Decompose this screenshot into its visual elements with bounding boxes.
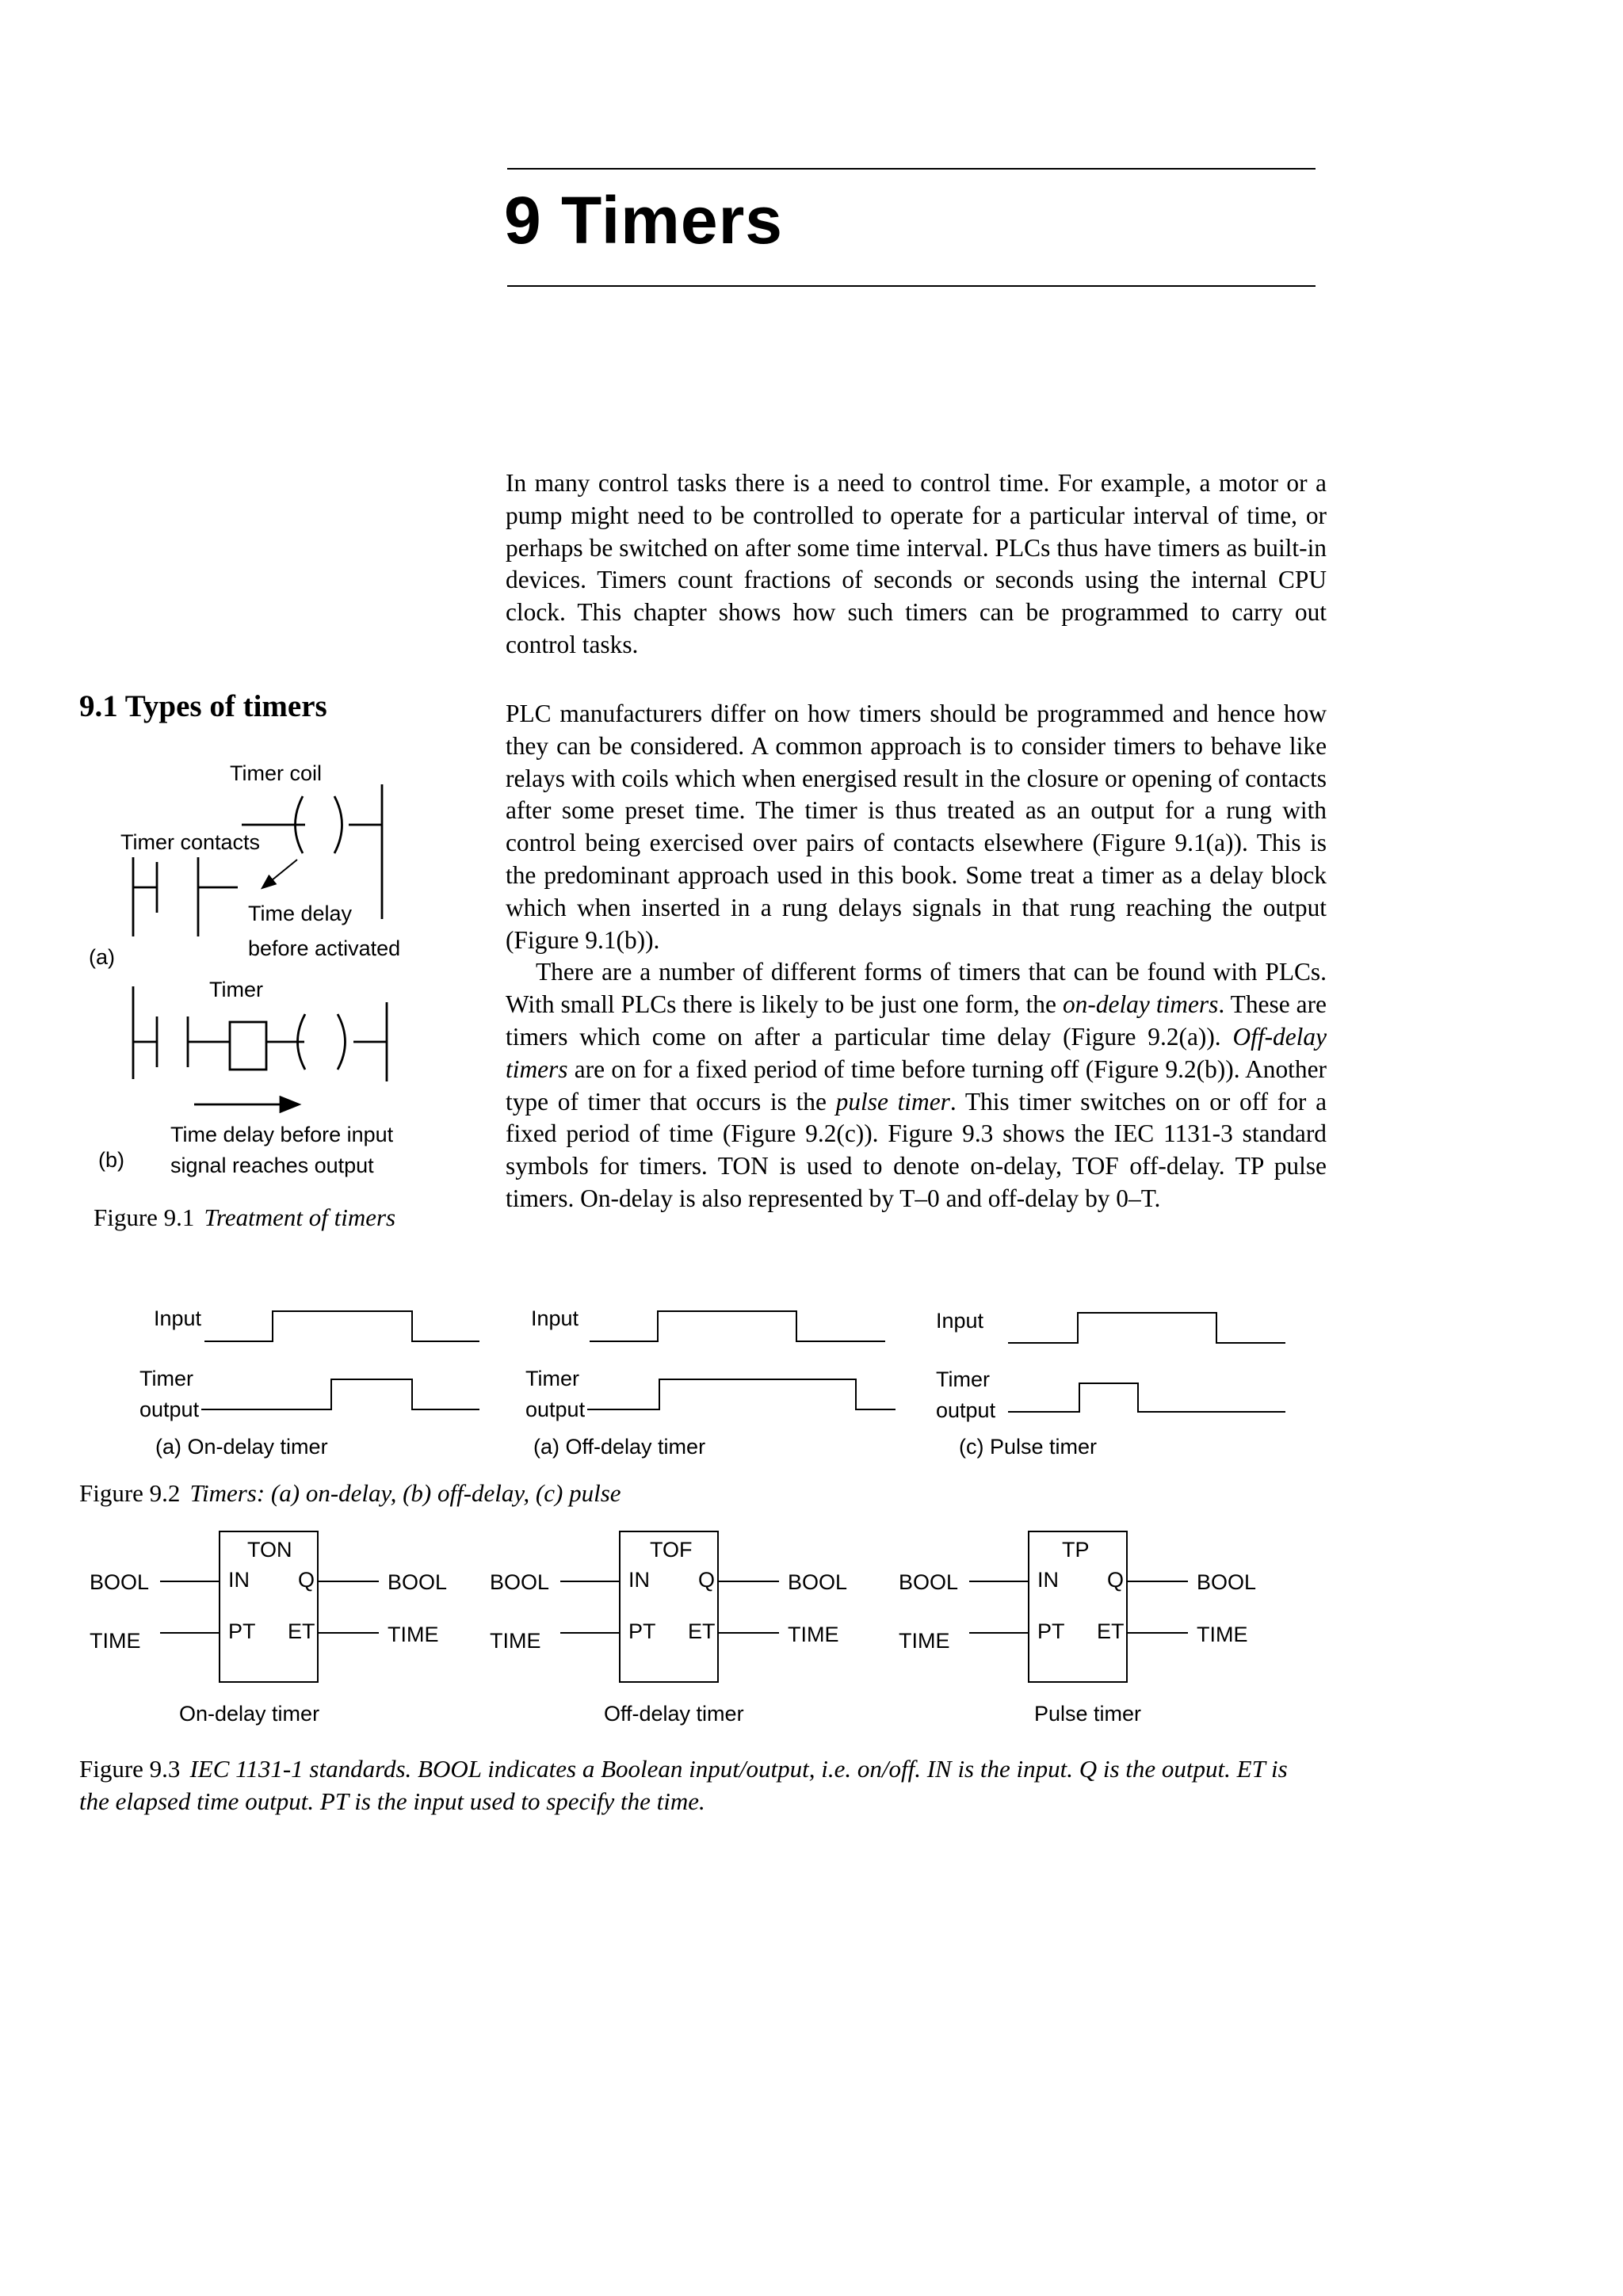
- timer-block-b: [230, 1022, 266, 1070]
- tp-pt-pin: PT: [1037, 1619, 1065, 1643]
- term-on-delay-timers: on-delay timers: [1062, 990, 1219, 1019]
- panel-b-output-label: output: [525, 1398, 586, 1421]
- tof-name: TOF: [650, 1538, 693, 1562]
- panel-b-input-signal: [590, 1311, 885, 1341]
- tof-et-pin: ET: [688, 1619, 716, 1643]
- panel-b-input-label: Input: [531, 1306, 579, 1330]
- section-heading: 9.1 Types of timers: [79, 689, 327, 723]
- label-before-activated: before activated: [248, 936, 401, 960]
- label-signal-output: signal reaches output: [170, 1154, 374, 1177]
- ton-time-in: TIME: [90, 1629, 141, 1653]
- panel-b-timer-label: Timer: [525, 1367, 579, 1390]
- panel-b-output-signal: [587, 1379, 896, 1409]
- tof-bool-in: BOOL: [490, 1570, 550, 1594]
- tof-bool-out: BOOL: [788, 1570, 848, 1594]
- tp-time-out: TIME: [1197, 1623, 1248, 1646]
- panel-c-output-label: output: [936, 1398, 996, 1422]
- tof-caption: Off-delay timer: [604, 1702, 744, 1726]
- coil-b-right-arc: [338, 1014, 346, 1070]
- timer-coil-right-arc: [334, 796, 342, 853]
- panel-a-input-signal: [204, 1311, 479, 1341]
- tof-pt-pin: PT: [628, 1619, 656, 1643]
- para2-text-2: . These are timers which come on after a particular time delay (Figure 9.2(a)).: [506, 990, 1327, 1051]
- ton-caption: On-delay timer: [179, 1702, 320, 1726]
- ton-time-out: TIME: [388, 1623, 439, 1646]
- figure-9-2-caption-text: Timers: (a) on-delay, (b) off-delay, (c) pulse: [189, 1479, 621, 1507]
- panel-c-output-signal: [1008, 1383, 1285, 1412]
- label-b: (b): [98, 1148, 124, 1172]
- tof-q-pin: Q: [698, 1568, 716, 1592]
- label-a: (a): [89, 945, 115, 969]
- panel-c-caption: (c) Pulse timer: [959, 1435, 1098, 1459]
- panel-c-input-signal: [1008, 1313, 1285, 1343]
- figure-9-3-block-tof: [490, 1531, 847, 1726]
- figure-9-3-caption-text: IEC 1131-1 standards. BOOL indicates a Boolean input/output, i.e. on/off. IN is the input. Q is the output. ET is the elapsed time output. PT is the input used to specify the time.: [79, 1755, 1288, 1815]
- tof-time-out: TIME: [788, 1623, 839, 1646]
- ton-name: TON: [247, 1538, 292, 1562]
- para2-text-1: There are a number of different forms of timers that can be found with PLCs. With small PLCs there is likely to be just one form, the: [506, 958, 1327, 1019]
- tp-et-pin: ET: [1097, 1619, 1125, 1643]
- panel-a-input-label: Input: [154, 1306, 202, 1330]
- tof-in-pin: IN: [628, 1568, 650, 1592]
- tof-time-in: TIME: [490, 1629, 541, 1653]
- figure-9-3-block-ton: [90, 1531, 447, 1726]
- label-time-delay-input: Time delay before input: [170, 1123, 394, 1146]
- figure-9-1-caption: [94, 1201, 395, 1234]
- figure-9-2-panel-off-delay: [525, 1306, 896, 1459]
- para2-text-3: are on for a fixed period of time before turning off (Figure 9.2(b)). Another type of timer that occurs is the: [506, 1055, 1327, 1116]
- figure-9-1-caption-label: Figure 9.1: [94, 1203, 195, 1231]
- time-delay-arrow: [263, 860, 297, 887]
- section-paragraph-1: PLC manufacturers differ on how timers should be programmed and hence how they can be considered. A common approach is to consider timers to behave like relays with coils which when energised result in the closure or opening of contacts after some preset time. The timer is thus treated as an output for a rung with control being exercised over pairs of contacts elsewhere (Figure 9.1(a)). This is the predominant approach used in this book. Some treat a timer as a delay block which when inserted in a rung delays signals in that rung reaching the output (Figure 9.1(b)).: [506, 700, 1327, 954]
- ton-bool-in: BOOL: [90, 1570, 150, 1594]
- panel-c-timer-label: Timer: [936, 1367, 990, 1391]
- figure-9-3-caption-label: Figure 9.3: [79, 1755, 181, 1783]
- term-off-delay-timers: Off-delay timers: [506, 1022, 1327, 1083]
- panel-b-caption: (a) Off-delay timer: [533, 1435, 706, 1459]
- figure-9-1-a: [89, 761, 400, 969]
- intro-paragraph-text: In many control tasks there is a need to control time. For example, a motor or a pump might need to be controlled to operate for a particular interval of time, or perhaps be switched on after some time interval. PLCs thus have timers as built-in devices. Timers count fractions of seconds or seconds using the internal CPU clock. This chapter shows how such timers can be programmed to carry out control tasks.: [506, 469, 1327, 658]
- tp-time-in: TIME: [899, 1629, 950, 1653]
- tp-q-pin: Q: [1107, 1568, 1125, 1592]
- ton-et-pin: ET: [288, 1619, 315, 1643]
- label-timer-coil: Timer coil: [230, 761, 323, 785]
- panel-a-output-label: output: [139, 1398, 200, 1421]
- chapter-title: 9 Timers: [504, 183, 783, 257]
- tp-caption: Pulse timer: [1034, 1702, 1142, 1726]
- panel-a-timer-label: Timer: [139, 1367, 193, 1390]
- ton-pt-pin: PT: [228, 1619, 256, 1643]
- figure-9-1-caption-text: Treatment of timers: [204, 1203, 396, 1231]
- ton-in-pin: IN: [228, 1568, 250, 1592]
- label-timer-contacts: Timer contacts: [120, 830, 261, 854]
- figure-9-2-panel-on-delay: [139, 1306, 479, 1459]
- label-timer: Timer: [209, 978, 263, 1001]
- tp-bool-out: BOOL: [1197, 1570, 1257, 1594]
- tp-in-pin: IN: [1037, 1568, 1059, 1592]
- label-time-delay: Time delay: [248, 902, 353, 925]
- figure-9-3-block-tp: [899, 1531, 1256, 1726]
- ton-q-pin: Q: [298, 1568, 315, 1592]
- panel-a-caption: (a) On-delay timer: [155, 1435, 328, 1459]
- para2-text-4: . This timer switches on or off for a fixed period of time (Figure 9.2(c)). Figure 9.3 shows the IEC 1131-3 standard symbols for timers. TON is used to denote on-delay, TOF off-delay. TP pulse timers. On-delay is also represented by T–0 and off-delay by 0–T.: [506, 1087, 1327, 1212]
- panel-a-output-signal: [201, 1379, 479, 1409]
- figure-9-3-caption: [79, 1753, 1316, 1817]
- panel-c-input-label: Input: [936, 1309, 984, 1333]
- tp-bool-in: BOOL: [899, 1570, 959, 1594]
- ton-bool-out: BOOL: [388, 1570, 448, 1594]
- figure-9-1-b: [98, 978, 394, 1177]
- figure-9-2-caption-label: Figure 9.2: [79, 1479, 181, 1507]
- tp-name: TP: [1062, 1538, 1090, 1562]
- figure-9-2-panel-pulse: [936, 1309, 1285, 1459]
- term-pulse-timer: pulse timer: [835, 1087, 950, 1116]
- figure-9-2-caption: [79, 1477, 621, 1509]
